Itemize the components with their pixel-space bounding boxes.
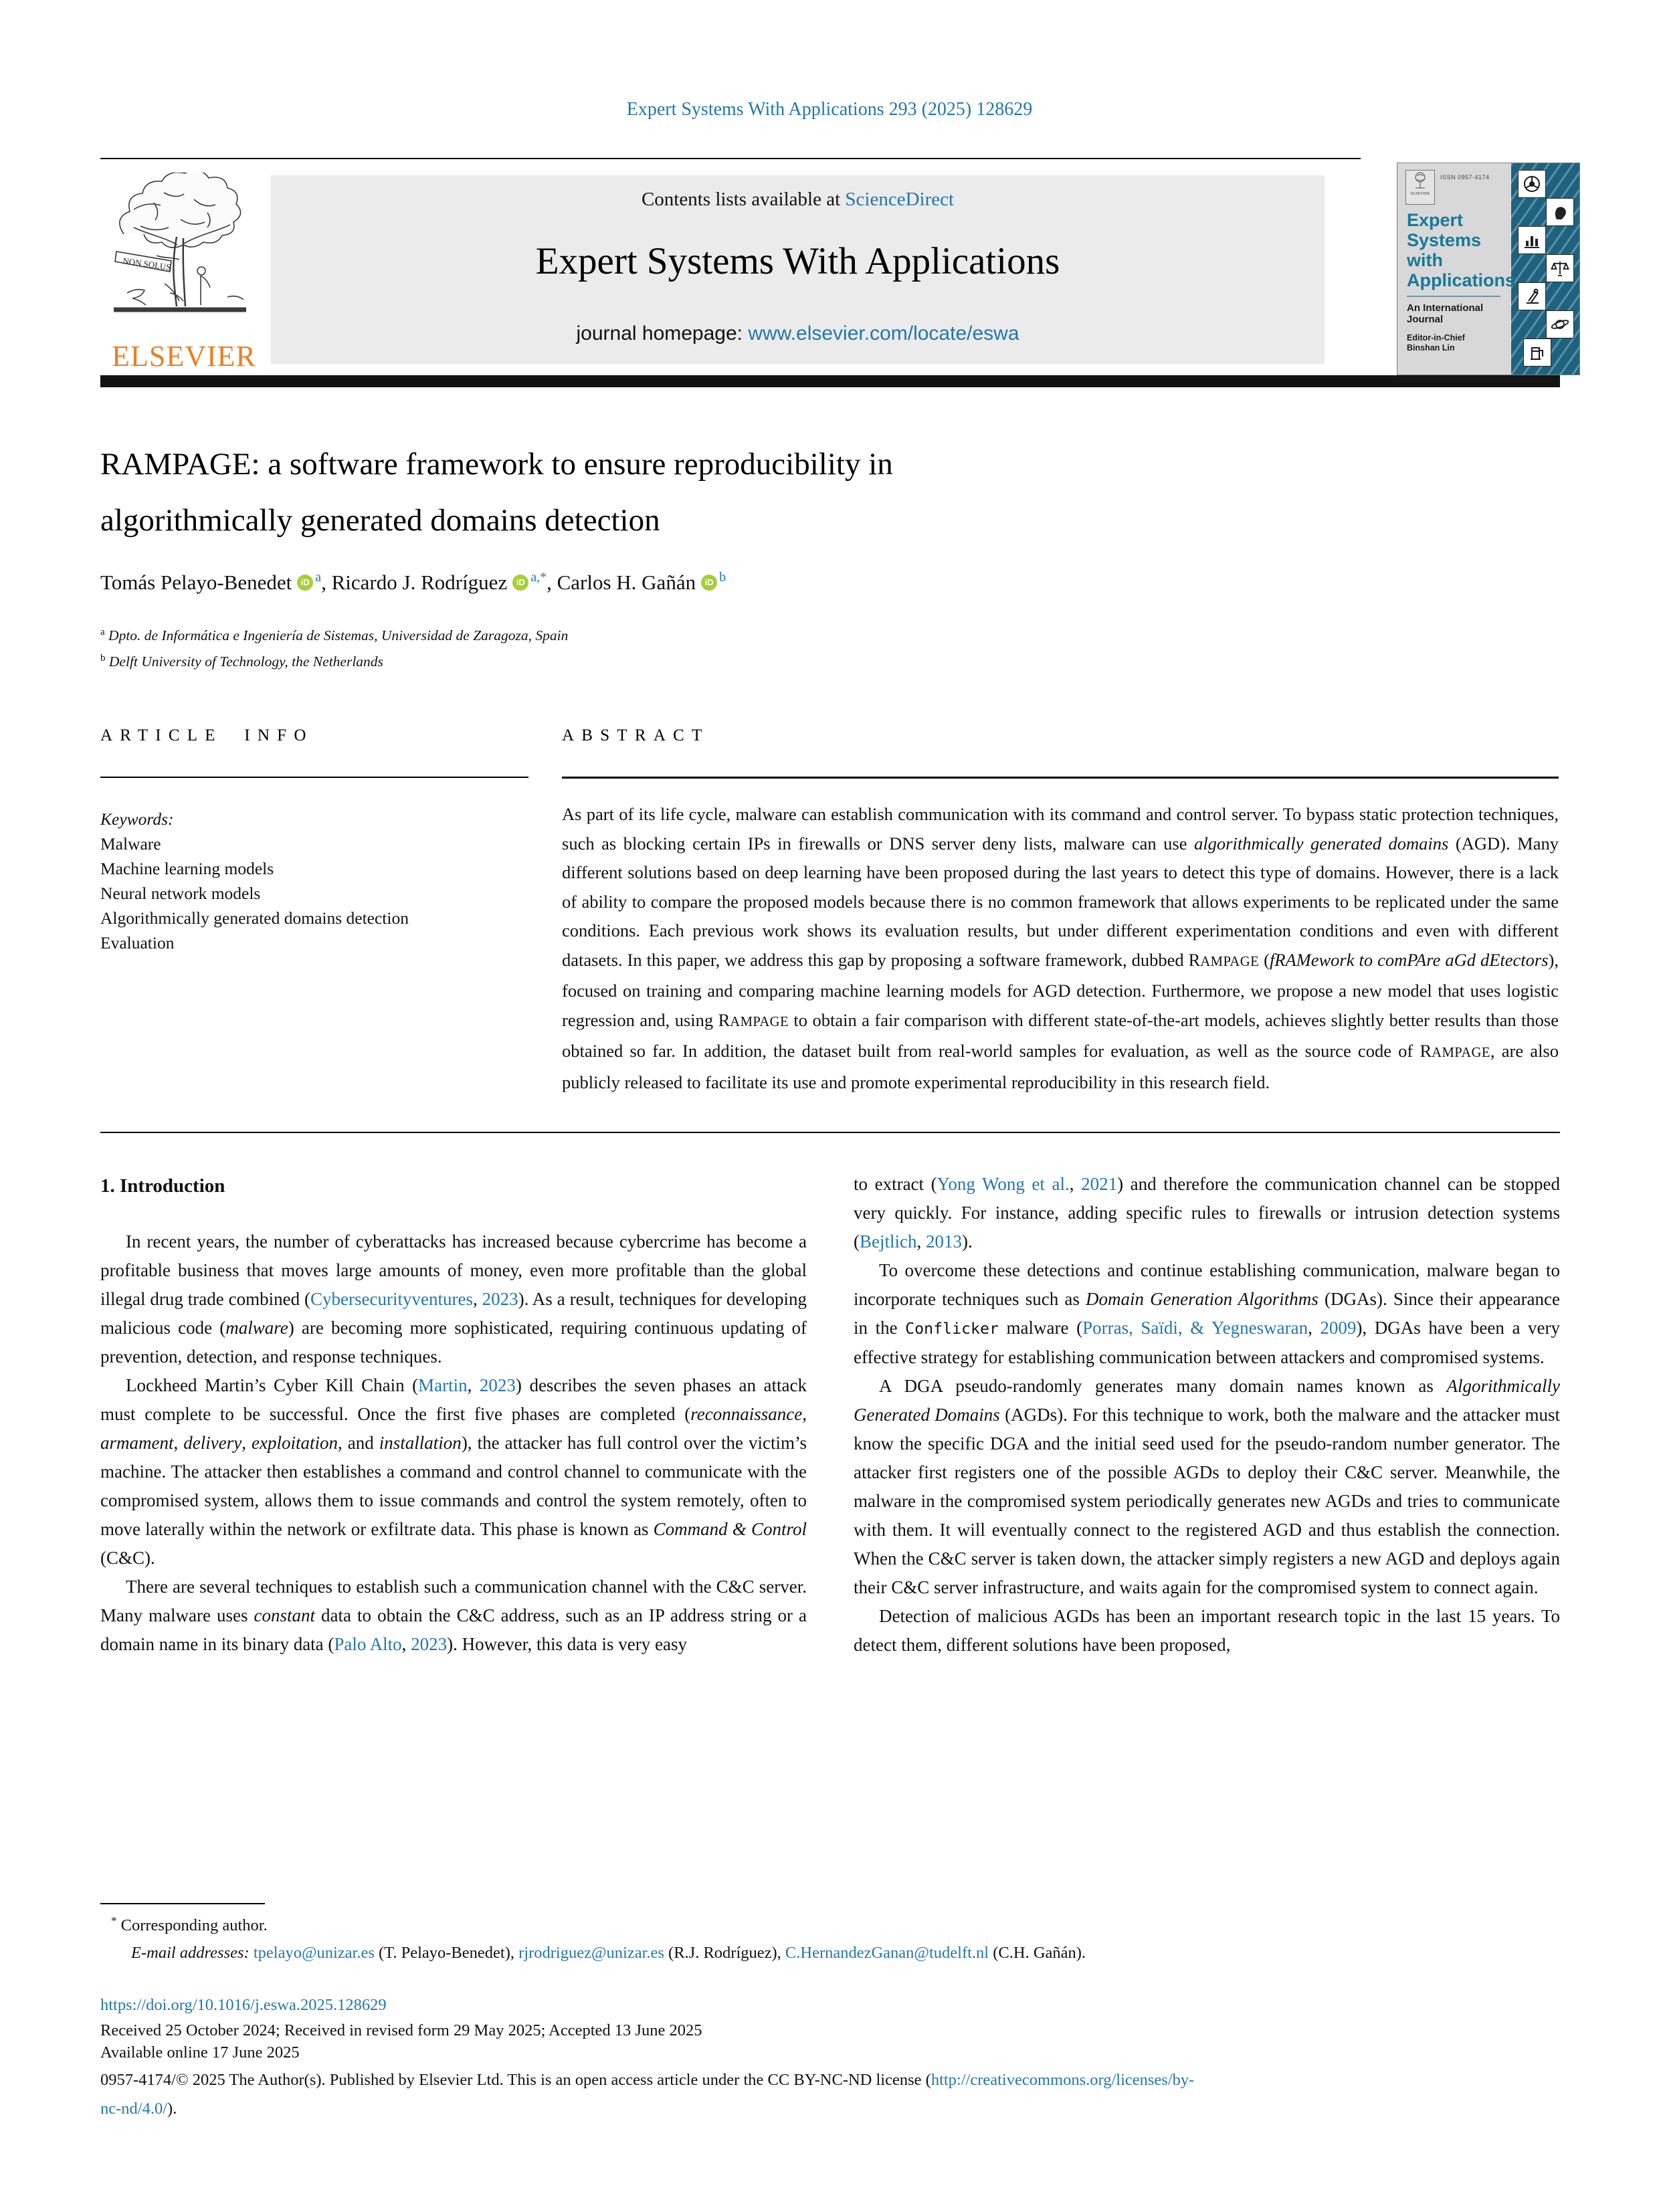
keyword: Machine learning models xyxy=(100,859,274,878)
cover-subtitle-line: An International xyxy=(1407,302,1484,314)
corresponding-author-marker: * xyxy=(111,1914,117,1927)
cover-title-line: with xyxy=(1407,250,1443,270)
author-affiliation-sup: a xyxy=(315,570,322,585)
cover-editor-label: Editor-in-Chief xyxy=(1407,333,1465,342)
citation-link[interactable]: Cybersecurityventures xyxy=(310,1289,473,1309)
elsevier-logo[interactable] xyxy=(100,173,268,373)
sciencedirect-link[interactable]: ScienceDirect xyxy=(845,189,955,210)
keyword: Malware xyxy=(100,834,161,853)
citation-link[interactable]: 2013 xyxy=(925,1231,962,1251)
header-rule xyxy=(100,158,1361,159)
author-affiliation-sup: a,* xyxy=(530,570,547,585)
author-list xyxy=(100,570,1505,595)
section-heading-introduction: 1. Introduction xyxy=(100,1175,225,1197)
masthead-divider-bar xyxy=(100,375,1560,387)
keyword: Neural network models xyxy=(100,884,261,903)
abstract-rule xyxy=(562,777,1559,779)
cover-elsevier-mini-label: ELSEVIER xyxy=(1410,192,1430,196)
journal-citation-link[interactable]: Expert Systems With Applications 293 (2025) 128629 xyxy=(626,99,1033,120)
affiliations xyxy=(100,621,568,673)
author-separator: , xyxy=(321,571,332,594)
email-link-rjrodriguez[interactable]: rjrodriguez@unizar.es xyxy=(518,1944,664,1962)
abstract-heading: ABSTRACT xyxy=(562,726,710,744)
microscope-icon xyxy=(1518,282,1546,310)
journal-citation-line xyxy=(0,99,1659,120)
keyword: Algorithmically generated domains detection xyxy=(100,908,409,928)
cover-editor-name: Binshan Lin xyxy=(1407,343,1455,353)
doi-link[interactable]: https://doi.org/10.1016/j.eswa.2025.128629 xyxy=(100,1996,387,2014)
intro-paragraph: to extract (Yong Wong et al., 2021) and therefore the communication channel can be stopped very quickly. For instance, adding specific rules to firewalls or intrusion detection systems (Bejtlich, 2013). xyxy=(854,1174,1560,1251)
journal-banner xyxy=(271,175,1325,364)
email-addresses-line: E-mail addresses: tpelayo@unizar.es (T. Pelayo-Benedet), rjrodriguez@unizar.es (R.J. Rodríguez), C.HernandezGanan@tudelft.nl (C.H. Gañán). xyxy=(131,1944,1086,1962)
journal-title: Expert Systems With Applications xyxy=(535,240,1060,282)
cover-subtitle xyxy=(1407,302,1483,325)
intro-paragraph: Lockheed Martin’s Cyber Kill Chain (Martin, 2023) describes the seven phases an attack must complete to be successful. Once the first five phases are completed (reconnaissance, armament, delivery, exploitation, and installation), the attacker has full control over the victim’s machine. The attacker then establishes a command and control channel to communicate with the compromised system, allows them to issue commands and control the system remotely, often to move laterally within the network or exfiltrate data. This phase is known as Command & Control (C&C). xyxy=(100,1375,807,1568)
affiliation-line xyxy=(100,647,568,673)
email-link-ganan[interactable]: C.HernandezGanan@tudelft.nl xyxy=(785,1944,989,1962)
license-link[interactable]: http://creativecommons.org/licenses/by- nc-nd/4.0/ xyxy=(100,2071,1195,2118)
author xyxy=(557,571,726,594)
cover-editor xyxy=(1407,333,1465,353)
bar-chart-icon xyxy=(1518,226,1546,254)
author-name: Ricardo J. Rodríguez xyxy=(331,571,508,594)
non-solus-ribbon-text: NON SOLUS xyxy=(122,256,172,273)
journal-cover-thumbnail[interactable] xyxy=(1397,163,1580,375)
citation-link[interactable]: Porras, Saïdi, & Yegneswaran xyxy=(1082,1318,1308,1338)
author-separator: , xyxy=(547,571,557,594)
homepage-line xyxy=(271,322,1325,345)
received-dates-line: Received 25 October 2024; Received in revised form 29 May 2025; Accepted 13 June 2025 xyxy=(100,2021,702,2039)
copyright-license-line: 0957-4174/© 2025 The Author(s). Published by Elsevier Ltd. This is an open access article under the CC BY-NC-ND license (http://creativecommons.org/licenses/by- nc-nd/4.0/). xyxy=(100,2071,1195,2118)
footnote-rule xyxy=(100,1903,265,1904)
citation-link[interactable]: 2023 xyxy=(482,1289,518,1309)
cover-subtitle-line: Journal xyxy=(1407,314,1444,325)
corresponding-author-note xyxy=(100,1914,268,1935)
abstract-text: As part of its life cycle, malware can establish communication with its command and control server. To bypass static protection techniques, such as blocking certain IPs in firewalls or DNS server deny lists, malware can use algorithmically generated domains (AGD). Many different solutions based on deep learning have been proposed during the last years to detect this type of domains. However, there is a lack of ability to compare the proposed models because there is no common framework that allows experiments to be replicated under the same conditions. Each previous work shows its evaluation results, but under different experimentation conditions and even with different datasets. In this paper, we address this gap by proposing a software framework, dubbed RAMPAGE (fRAMework to comPAre aGd dEtectors), focused on training and comparing machine learning models for AGD detection. Furthermore, we propose a new model that uses logistic regression and, using RAMPAGE to obtain a fair comparison with different state-of-the-art models, achieves slightly better results than those obtained so far. In addition, the dataset built from real-world samples for evaluation, as well as the source code of RAMPAGE, are also publicly released to facilitate its use and promote experimental reproducibility in this research field. xyxy=(562,804,1559,1092)
keywords-label: Keywords: xyxy=(100,809,174,829)
keyword: Evaluation xyxy=(100,933,175,952)
abstract-bottom-rule xyxy=(100,1132,1560,1133)
intro-left-column xyxy=(100,1227,807,1659)
doi-line xyxy=(100,1996,387,2015)
citation-link[interactable]: 2021 xyxy=(1081,1174,1118,1194)
author xyxy=(100,571,332,594)
orcid-icon[interactable]: iD xyxy=(297,575,313,591)
author-name: Carlos H. Gañán xyxy=(557,571,696,594)
affiliation-sup: b xyxy=(100,653,106,664)
intro-right-column xyxy=(854,1170,1560,1660)
intro-paragraph: There are several techniques to establish such a communication channel with the C&C server. Many malware uses constant data to obtain the C&C address, such as an IP address string or a domain name in its binary data (Palo Alto, 2023). However, this data is very easy xyxy=(100,1577,807,1654)
contents-line xyxy=(271,189,1325,211)
cover-title-line: Applications xyxy=(1407,270,1516,290)
email-link-tpelayo[interactable]: tpelayo@unizar.es xyxy=(253,1944,375,1962)
keywords-block xyxy=(100,807,528,955)
author xyxy=(332,571,557,594)
fuel-pump-icon xyxy=(1523,338,1551,367)
page-title-line: algorithmically generated domains detection xyxy=(100,503,660,538)
intro-paragraph: To overcome these detections and continue establishing communication, malware began to incorporate techniques such as Domain Generation Algorithms (DGAs). Since their appearance in the Conflicker malware (Porras, Saïdi, & Yegneswaran, 2009), DGAs have been a very effective strategy for establishing communication between attackers and compromised systems. xyxy=(854,1260,1561,1367)
homepage-prefix: journal homepage: xyxy=(576,322,749,344)
affiliation-sup: a xyxy=(100,627,105,637)
intro-paragraph: In recent years, the number of cyberattacks has increased because cybercrime has become a profitable business that moves large amounts of money, even more profitable than the global illegal drug trade combined (Cybersecurityventures, 2023). As a result, techniques for developing malicious code (malware) are becoming more sophisticated, requiring continuous updating of prevention, detection, and response techniques. xyxy=(100,1231,807,1367)
affiliation-line xyxy=(100,621,568,647)
page-title-line: RAMPAGE: a software framework to ensure reproducibility in xyxy=(100,447,893,482)
article-info-heading: ARTICLE INFO xyxy=(100,726,314,744)
orcid-icon[interactable]: iD xyxy=(512,575,528,591)
citation-link[interactable]: Martin xyxy=(418,1375,468,1395)
author-affiliation-sup: b xyxy=(719,570,726,585)
cover-issn: ISSN 0957-4174 xyxy=(1440,174,1490,181)
profile-head-icon xyxy=(1546,198,1574,226)
homepage-link[interactable]: www.elsevier.com/locate/eswa xyxy=(748,322,1019,344)
citation-link[interactable]: Yong Wong et al. xyxy=(937,1174,1070,1194)
citation-link[interactable]: 2009 xyxy=(1320,1318,1357,1338)
intro-paragraph: Detection of malicious AGDs has been an important research topic in the last 15 years. To detect them, different solutions have been proposed, xyxy=(854,1606,1560,1655)
article-info-rule xyxy=(100,777,528,778)
affiliation-text: Delft University of Technology, the Netherlands xyxy=(108,653,383,670)
steering-wheel-icon xyxy=(1518,170,1546,198)
cover-title-line: Expert xyxy=(1407,210,1464,230)
citation-link[interactable]: Bejtlich xyxy=(860,1231,917,1251)
contents-prefix: Contents lists available at xyxy=(641,189,846,210)
elsevier-wordmark: ELSEVIER xyxy=(112,340,256,373)
orcid-icon[interactable]: iD xyxy=(701,575,717,591)
affiliation-text: Dpto. de Informática e Ingeniería de Sistemas, Universidad de Zaragoza, Spain xyxy=(108,627,569,644)
cover-title-line: Systems xyxy=(1407,230,1482,250)
available-online-line: Available online 17 June 2025 xyxy=(100,2043,300,2062)
saturn-plane-icon xyxy=(1546,310,1574,338)
balance-scales-icon xyxy=(1546,254,1574,282)
elsevier-tree-icon xyxy=(100,173,261,333)
citation-link[interactable]: Palo Alto xyxy=(334,1634,402,1654)
cover-rule xyxy=(1407,296,1500,297)
citation-link[interactable]: 2023 xyxy=(411,1634,448,1654)
cover-title xyxy=(1407,210,1515,290)
page-title xyxy=(100,436,1472,548)
corresponding-author-text: Corresponding author. xyxy=(116,1916,268,1935)
citation-link[interactable]: 2023 xyxy=(479,1375,516,1395)
author-name: Tomás Pelayo-Benedet xyxy=(100,571,292,594)
cover-elsevier-mini-logo xyxy=(1405,170,1435,205)
intro-paragraph: A DGA pseudo-randomly generates many domain names known as Algorithmically Generated Domains (AGDs). For this technique to work, both the malware and the attacker must know the specific DGA and the initial seed used for the pseudo-random number generator. The attacker first registers one of the possible AGDs to deploy their C&C server. Meanwhile, the malware in the compromised system periodically generates new AGDs and tries to communicate with them. It will eventually connect to the registered AGD and thus establish the connection. When the C&C server is taken down, the attacker simply registers a new AGD and deploys again their C&C server infrastructure, and waits again for the compromised system to connect again. xyxy=(854,1376,1561,1597)
